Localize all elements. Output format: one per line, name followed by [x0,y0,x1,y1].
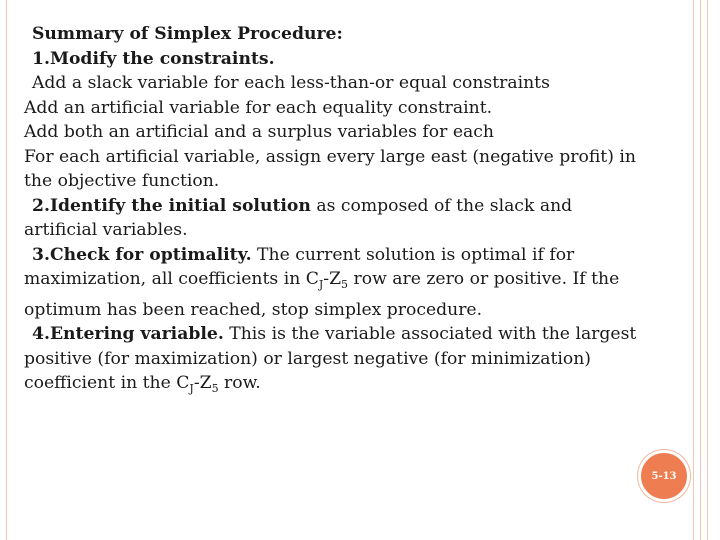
step-3-line [24,243,680,268]
step-4-text: -Z [193,373,212,393]
subscript-5: 5 [341,278,349,291]
step-4-text: row. [218,373,261,393]
step-1-line: Add a slack variable for each less-than-or equal constraints [32,73,550,93]
step-2-text: as composed of the slack and [310,195,573,216]
step-1-line: For each artificial variable, assign every large east (negative profit) in [24,146,636,167]
step-4-line [24,371,680,402]
step-3-heading: 3.Check for optimality. [32,244,252,265]
step-4-line [24,322,680,347]
right-border-line [693,0,694,540]
subscript-5: 5 [211,382,219,395]
step-3-text: row are zero or positive. If the [348,269,620,289]
subscript-j: J [189,382,194,395]
right-border-line [700,0,701,540]
step-3-text: -Z [323,269,342,289]
step-3-text: The current solution is optimal if for [251,244,575,265]
step-2-line [24,194,680,219]
step-2-text: artificial variables. [24,220,188,240]
step-1-line: Add both an artificial and a surplus variables for each [24,122,494,142]
step-4-text: This is the variable associated with the largest [223,324,637,344]
slide-title: Summary of Simplex Procedure: [32,24,343,44]
step-4-text: coefficient in the C [24,373,190,393]
subscript-j: J [318,278,324,291]
step-3-text: optimum has been reached, stop simplex procedure. [24,299,483,320]
step-1-line: the objective function. [24,171,220,191]
step-3-line [24,267,680,298]
step-2-heading: 2.Identify the initial solution [32,195,311,216]
left-border-line [6,0,7,540]
step-3-text: maximization, all coefficients in C [24,269,319,289]
step-4-heading: 4.Entering variable. [32,324,224,344]
right-border-line [707,0,708,540]
step-1-heading: 1.Modify the constraints. [32,48,275,69]
slide-number-badge: 5-13 [638,450,690,502]
slide-body [24,22,680,402]
step-1-line: Add an artificial variable for each equality constraint. [24,97,493,118]
step-4-text: positive (for maximization) or largest negative (for minimization) [24,348,592,369]
